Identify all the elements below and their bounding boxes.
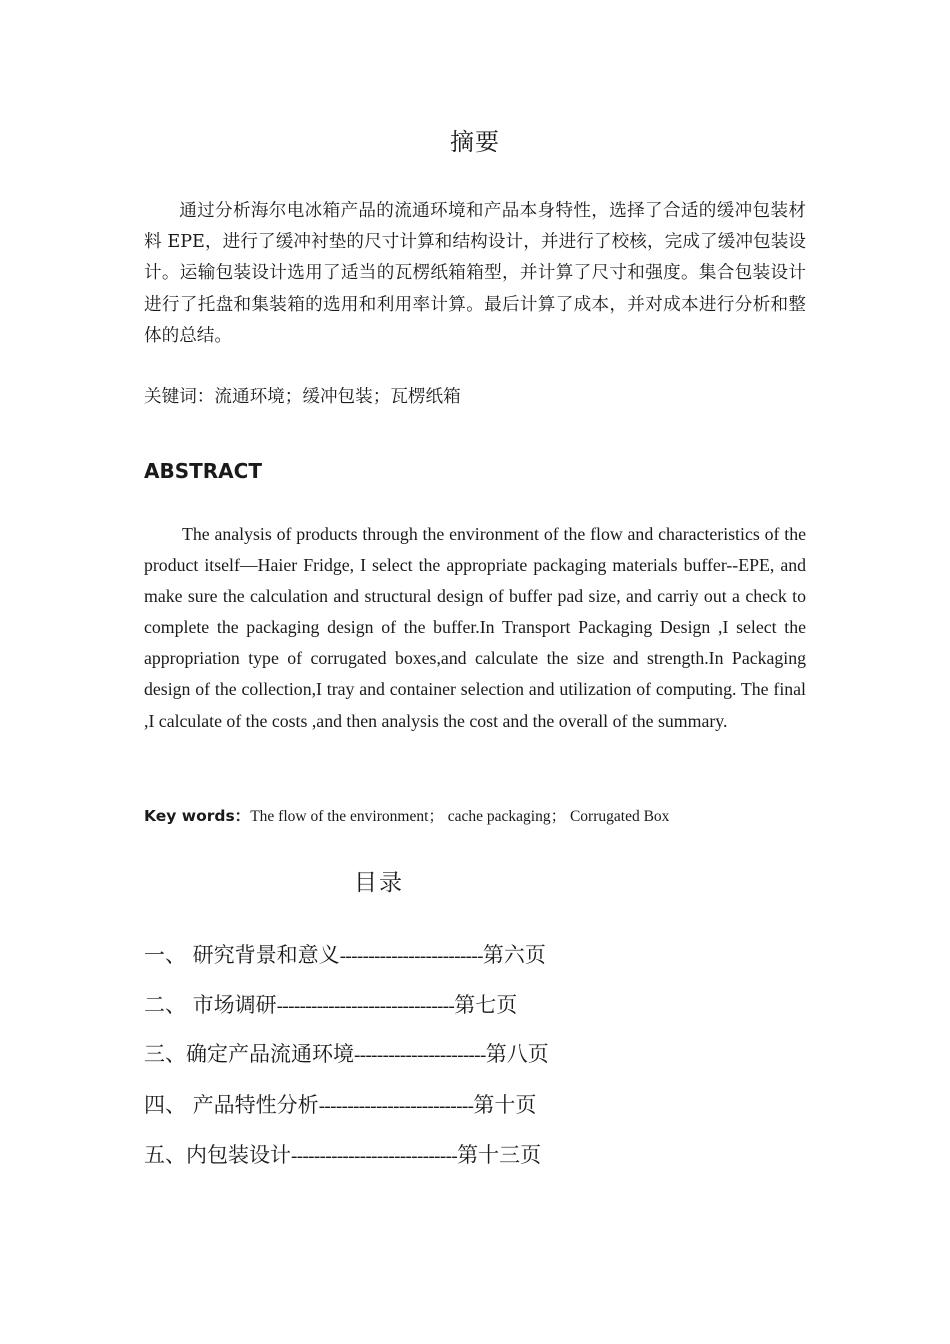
toc-entry (144, 1038, 549, 1072)
toc-entry-title: 五、内包装设计 (144, 1143, 291, 1167)
chinese-abstract-body: 通过分析海尔电冰箱产品的流通环境和产品本身特性，选择了合适的缓冲包装材料 EPE，进行了缓冲衬垫的尺寸计算和结构设计，并进行了校核，完成了缓冲包装设计。运输包装设计选用了适当的瓦楞纸箱箱型，并计算了尺寸和强度。集合包装设计进行了托盘和集装箱的选用和利用率计算。最后计算了成本，并对成本进行分析和整体的总结。 (144, 201, 806, 346)
toc-entry-page: 第八页 (485, 1042, 549, 1066)
toc-entry-title: 四、 产品特性分析 (144, 1093, 319, 1117)
toc-entry-page: 第十页 (473, 1093, 537, 1117)
english-keywords-text: The flow of the environment； cache packaging； Corrugated Box (250, 808, 670, 825)
toc-entry (144, 1139, 541, 1173)
chinese-abstract-title: 摘要 (450, 128, 500, 156)
chinese-keywords: 关键词：流通环境；缓冲包装；瓦楞纸箱 (144, 387, 461, 407)
toc-entry (144, 939, 546, 973)
english-keywords (144, 801, 669, 832)
toc-entry-title: 三、确定产品流通环境 (144, 1042, 354, 1066)
english-abstract-body: The analysis of products through the environment of the flow and characteristics of the product itself—Haier Fridge, I select the appropriate packaging materials buffer--EPE, and make sure the calculation and structural design of buffer pad size, and carriy out a check to complete the packaging design of the buffer.In Transport Packaging Design ,I select the appropriation type of corrugated boxes,and calculate the size and strength.In Packaging design of the collection,I tray and container selection and utilization of computing. The final ,I calculate of the costs ,and then analysis the cost and the overall of the summary. (144, 524, 806, 731)
toc-entry-leader: ----------------------- (354, 1045, 486, 1066)
toc-entry-leader: ------------------------------- (276, 996, 455, 1017)
toc-entry-leader: --------------------------- (318, 1096, 474, 1117)
toc-entry (144, 989, 517, 1023)
toc-entry-page: 第十三页 (457, 1143, 542, 1167)
toc-title: 目录 (354, 870, 404, 896)
toc-entry-leader: ----------------------------- (291, 1146, 458, 1167)
english-keywords-label: Key words： (144, 807, 251, 825)
english-abstract-title: ABSTRACT (144, 459, 262, 483)
toc-entry-title: 一、 研究背景和意义 (144, 943, 340, 967)
toc-entry (144, 1089, 536, 1123)
toc-entry-page: 第六页 (482, 943, 546, 967)
toc-entry-title: 二、 市场调研 (144, 993, 277, 1017)
toc-entry-page: 第七页 (454, 993, 518, 1017)
toc-entry-leader: ------------------------- (339, 946, 483, 967)
